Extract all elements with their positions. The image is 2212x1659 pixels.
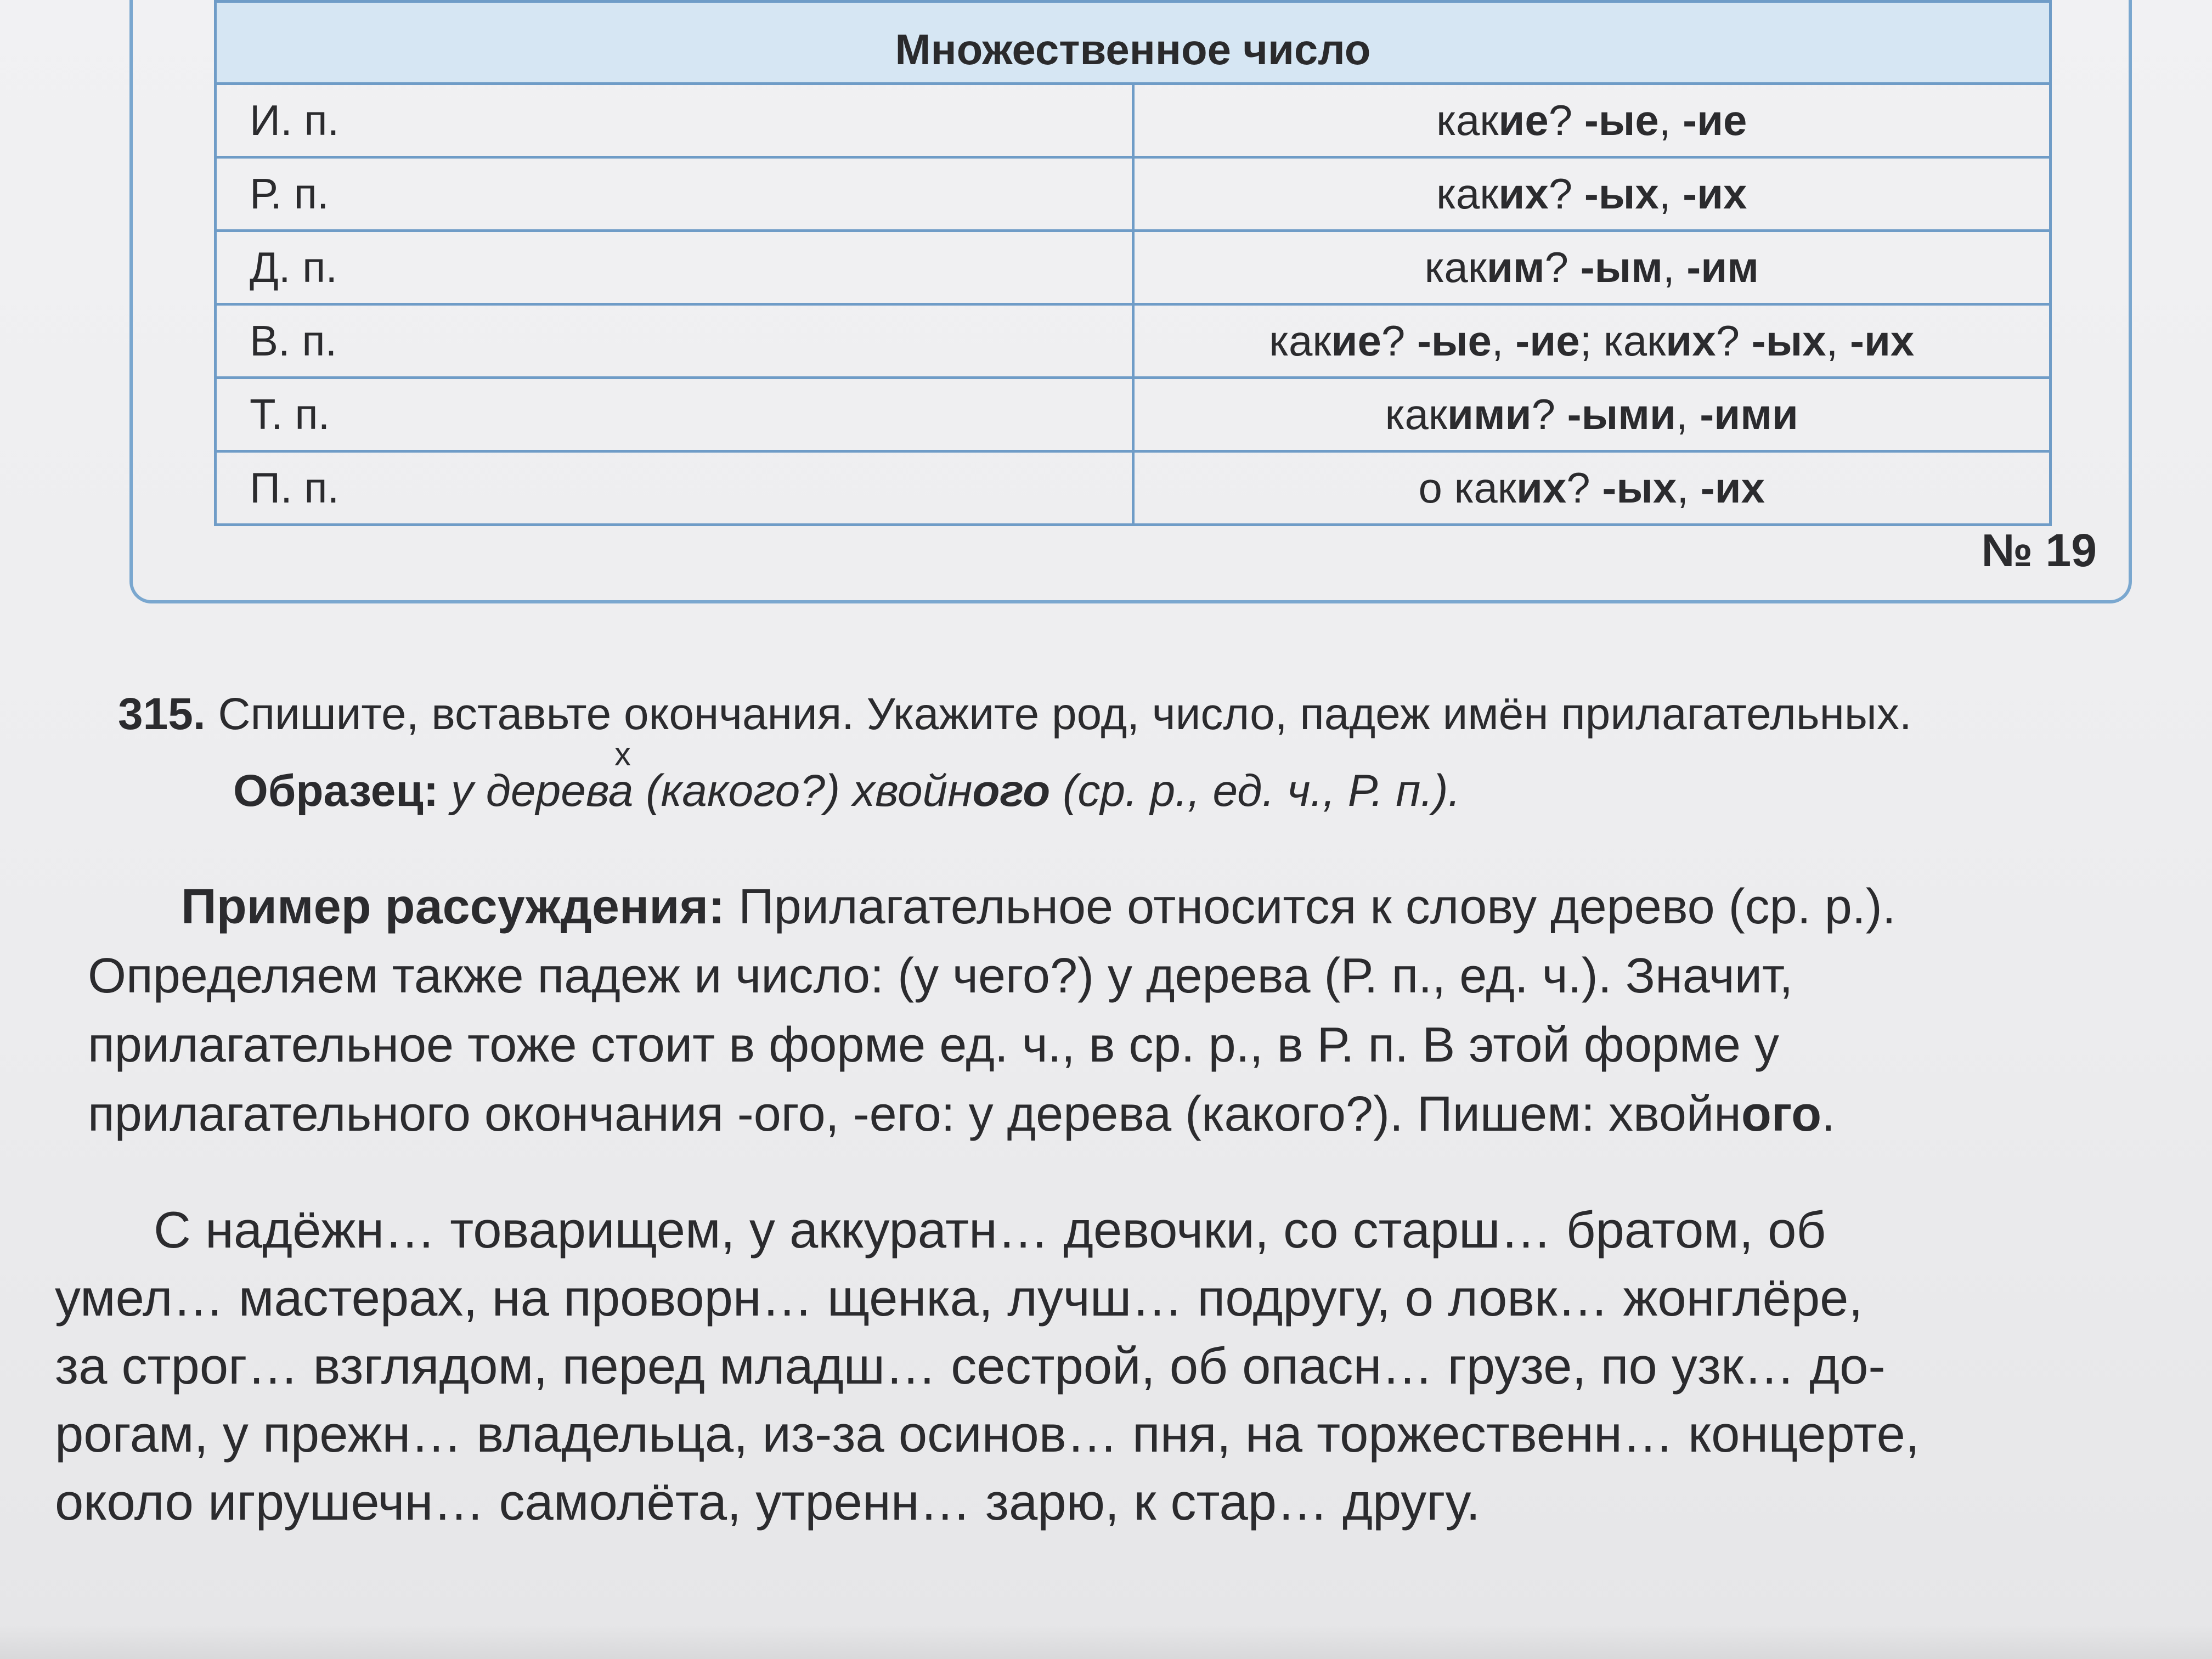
ending-part: -ые [1417,317,1492,365]
table-number: № 19 [1981,524,2097,576]
ending-part: -им [1686,243,1759,291]
ending-part: как [1436,170,1499,218]
sample-ending: ого [972,766,1051,816]
ending-part [1580,317,1915,365]
ending-part: -их [1683,170,1747,218]
case-endings [1133,231,2051,304]
ending-part: -ыми [1567,390,1676,438]
exercise-instruction: Спишите, вставьте окончания. Укажите род, число, падеж имён прилагательных. [218,689,1912,739]
ending-part: ие [1498,96,1549,144]
case-label: П. п. [216,452,1133,525]
reason-line [88,872,2172,941]
ending-part: , [1491,317,1516,365]
task-line: С надёжн… товарищем, у аккуратн… девочки, со старш… братом, об [154,1201,1826,1259]
plural-endings-table [214,0,2052,526]
ending-part: о как [1418,464,1516,512]
ending-part: -ие [1515,317,1580,365]
ending-part: их [1498,170,1549,218]
ending-part: -ых [1751,317,1826,365]
ending-part: ? [1544,243,1581,291]
ending-part: ие [1331,317,1381,365]
case-label: Р. п. [216,157,1133,231]
case-label: Д. п. [216,231,1133,304]
task-line: около игрушечн… самолёта, утренн… зарю, к стар… другу. [55,1473,1481,1531]
stress-mark: х [614,736,631,772]
task-line: рогам, у прежн… владельца, из-за осинов… пня, на торжественн… концерте, [55,1405,1920,1463]
case-label: В. п. [216,304,1133,378]
table-row [216,84,2051,157]
ending-part: как [1385,390,1447,438]
ending-part: , [1675,390,1700,438]
table-row [216,452,2051,525]
ending-part: ; как [1579,317,1666,365]
table-row [216,231,2051,304]
case-endings [1133,304,2051,378]
case-endings [1133,157,2051,231]
ending-part: -ими [1700,390,1798,438]
ending-part: -ые [1584,96,1659,144]
ending-part: , [1658,96,1683,144]
ending-part: ? [1716,317,1752,365]
reason-label: Пример рассуждения: [181,879,725,934]
ending-part: как [1269,317,1331,365]
reason-line [88,1080,2172,1149]
reason-text: Прилагательное относится к слову дерево (ср. р.). [725,879,1896,934]
reason-ending: ого [1741,1087,1822,1142]
exercise-number: 315. [118,689,206,739]
table-row [216,378,2051,452]
ending-part: их [1666,317,1716,365]
reasoning-paragraph [88,872,2172,1149]
ending-part: , [1662,243,1687,291]
ending-part: их [1516,464,1567,512]
case-endings [1133,378,2051,452]
ending-part: -ие [1683,96,1747,144]
ending-part: -ым [1580,243,1663,291]
sample-label: Образец: [233,766,439,816]
ending-part: -ых [1602,464,1677,512]
ending-part: , [1826,317,1850,365]
table-row [216,304,2051,378]
sample-text: у дерева (какого?) хвойн [438,766,973,816]
sample-line [233,765,1460,817]
ending-part: -их [1849,317,1915,365]
ending-part: ? [1566,464,1602,512]
reason-text: прилагательного окончания -ого, -его: у дерева (какого?). Пишем: хвойн [88,1087,1741,1142]
exercise-heading [118,689,1912,740]
ending-part: ? [1548,170,1584,218]
task-text [55,1196,2194,1536]
page-edge-shadow [0,1624,2212,1659]
reason-period: . [1821,1087,1836,1142]
case-endings [1133,452,2051,525]
case-endings [1133,84,2051,157]
table-row [216,157,2051,231]
reason-line: Определяем также падеж и число: (у чего?) у дерева (Р. п., ед. ч.). Значит, [88,949,1793,1003]
ending-part: , [1658,170,1683,218]
ending-part: ? [1381,317,1417,365]
ending-part: -их [1700,464,1765,512]
case-label: Т. п. [216,378,1133,452]
ending-part: , [1677,464,1701,512]
task-line: за строг… взглядом, перед младш… сестрой, об опасн… грузе, по узк… до- [55,1337,1886,1395]
ending-part: как [1436,96,1499,144]
task-line: умел… мастерах, на проворн… щенка, лучш… подругу, о ловк… жонглёре, [55,1269,1863,1327]
case-label: И. п. [216,84,1133,157]
ending-part: им [1486,243,1545,291]
ending-part: ими [1447,390,1532,438]
sample-grammar: (ср. р., ед. ч., Р. п.). [1050,766,1461,816]
ending-part: ? [1531,390,1567,438]
ending-part: ? [1548,96,1584,144]
ending-part: -ых [1584,170,1659,218]
reason-line: прилагательное тоже стоит в форме ед. ч., в ср. р., в Р. п. В этой форме у [88,1018,1779,1073]
table-header: Множественное число [216,2,2051,84]
ending-part: как [1424,243,1487,291]
